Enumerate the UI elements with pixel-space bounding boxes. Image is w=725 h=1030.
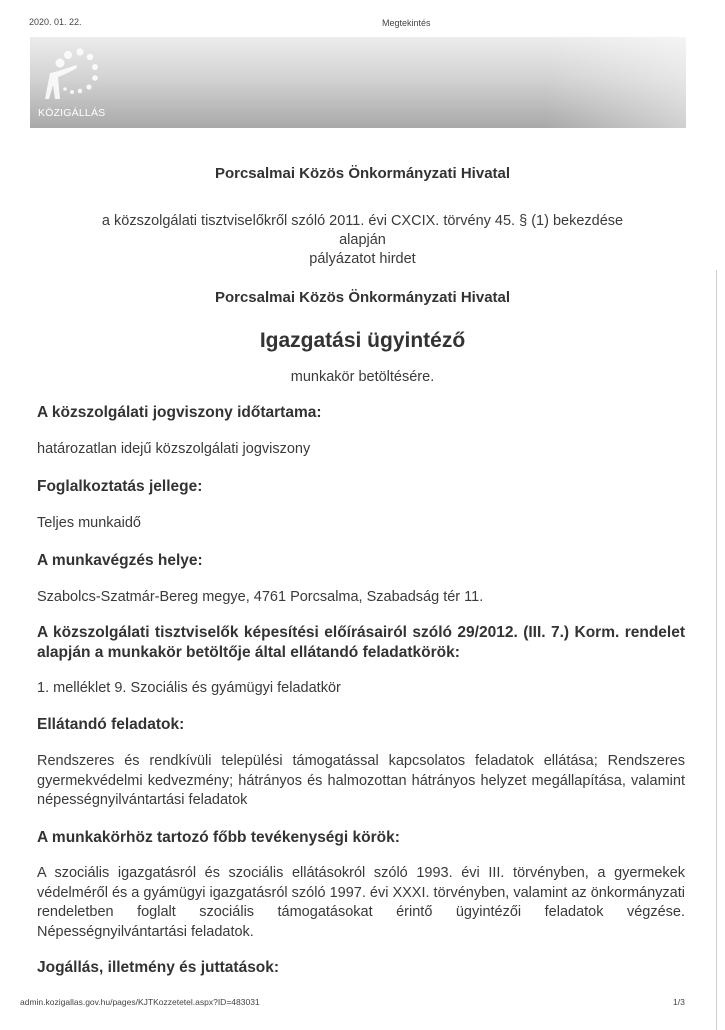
print-page-title: Megtekintés [382, 18, 431, 28]
section-text-duties-decree: 1. melléklet 9. Szociális és gyámügyi feladatkör [37, 680, 341, 696]
job-subtitle: munkakör betöltésére. [290, 369, 435, 385]
page-edge-divider [716, 270, 717, 1030]
print-date: 2020. 01. 22. [29, 17, 82, 27]
legal-intro [0, 212, 725, 269]
intro-line: pályázatot hirdet [309, 251, 416, 267]
kozigallas-logo-icon [38, 43, 108, 103]
intro-line: alapján [339, 232, 386, 248]
section-heading-duration: A közszolgálati jogviszony időtartama: [37, 404, 322, 421]
section-text-workplace: Szabolcs-Szatmár-Bereg megye, 4761 Porcsalma, Szabadság tér 11. [37, 589, 484, 605]
kozigallas-banner [30, 37, 686, 128]
intro-line: a közszolgálati tisztviselőkről szóló 2011. évi CXCIX. törvény 45. § (1) bekezdése [101, 213, 624, 229]
section-heading-employment-type: Foglalkoztatás jellege: [37, 478, 203, 495]
print-footer-url: admin.kozigallas.gov.hu/pages/KJTKozzetetel.aspx?ID=483031 [20, 997, 260, 1007]
section-text-tasks: Rendszeres és rendkívüli települési támogatással kapcsolatos feladatok ellátása; Rendszeres gyermekvédelmi kedvezmény; hátrányos és halmozottan hátrányos helyzet megállapítása, valamint népességnyilvántartási feladatok [37, 753, 685, 808]
section-heading-tasks: Ellátandó feladatok: [37, 716, 185, 733]
section-heading-workplace: A munkavégzés helye: [37, 552, 203, 569]
section-text-duration: határozatlan idejű közszolgálati jogviszony [37, 441, 311, 457]
section-heading-duties-decree: A közszolgálati tisztviselők képesítési előírásairól szóló 29/2012. (III. 7.) Korm. rendelet alapján a munkakör betöltője által ellátandó feladatkörök: [37, 624, 685, 661]
kozigallas-logo-text: KÖZIGÁLLÁS [38, 107, 106, 119]
job-title: Igazgatási ügyintéző [259, 329, 466, 352]
organization-title: Porcsalmai Közös Önkormányzati Hivatal [214, 165, 511, 182]
section-text-main-activities: A szociális igazgatásról és szociális ellátásokról szóló 1993. évi III. törvényben, a gyermekek védelméről és a gyámügyi igazgatásról szóló 1997. évi XXXI. törvényben, valamint az önkormányzati rendeletben foglalt szociális támogatásokat érintő ügyintézői feladatok végzése. Népességnyilvántartási feladatok. [37, 865, 685, 940]
print-page-number: 1/3 [673, 997, 685, 1007]
section-text-employment-type: Teljes munkaidő [37, 515, 141, 531]
section-heading-legal-status: Jogállás, illetmény és juttatások: [37, 959, 280, 976]
organization-title-repeat: Porcsalmai Közös Önkormányzati Hivatal [214, 289, 511, 306]
section-heading-main-activities: A munkakörhöz tartozó főbb tevékenységi körök: [37, 829, 400, 846]
